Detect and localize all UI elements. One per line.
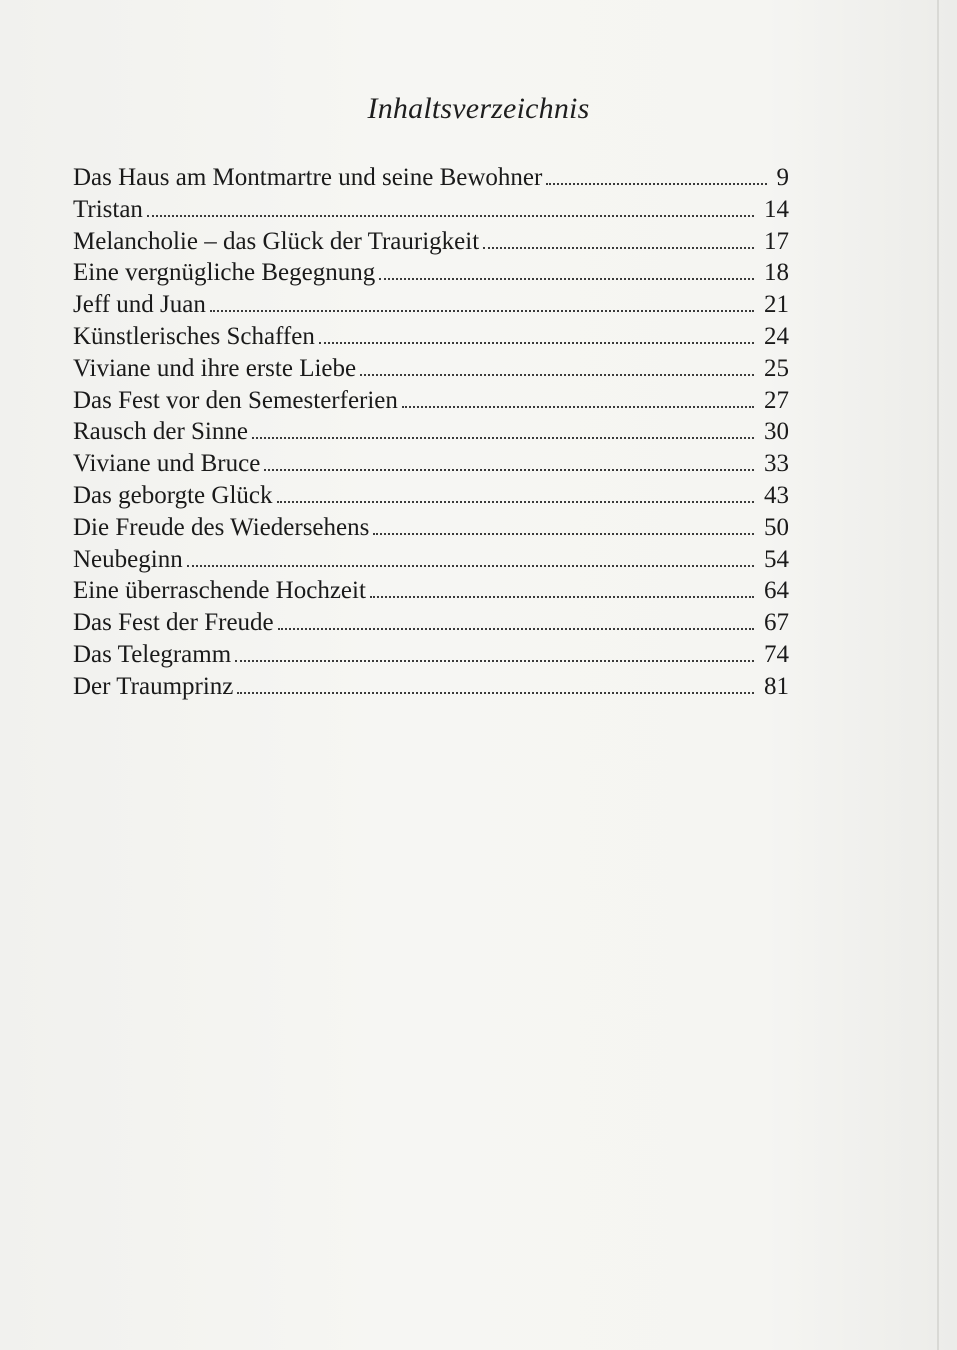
- toc-entry-title: Künstlerisches Schaffen: [73, 322, 315, 350]
- toc-entry-page: 43: [764, 481, 789, 509]
- dot-leader: [546, 183, 766, 185]
- toc-entry-page: 64: [764, 577, 789, 605]
- toc-entry: [73, 544, 789, 576]
- toc-entry-title: Eine überraschende Hochzeit: [73, 577, 366, 605]
- dot-leader: [210, 310, 754, 312]
- toc-entry: [73, 321, 789, 353]
- toc-entry-page: 30: [764, 418, 789, 446]
- toc-entry: [73, 353, 789, 385]
- page-edge: [937, 0, 939, 1350]
- toc-entry-title: Die Freude des Wiedersehens: [73, 513, 370, 541]
- toc-entry: [73, 416, 789, 448]
- toc-entry: [73, 194, 789, 226]
- toc-entry-title: Neubeginn: [73, 545, 183, 573]
- toc-entry: [73, 512, 789, 544]
- toc-entry-title: Das Fest vor den Semesterferien: [73, 386, 398, 414]
- toc-entry-page: 21: [764, 291, 789, 319]
- dot-leader: [373, 533, 754, 535]
- dot-leader: [147, 215, 754, 217]
- toc-entry-page: 27: [764, 386, 789, 414]
- toc-entry-title: Rausch der Sinne: [73, 418, 248, 446]
- toc-entry-title: Jeff und Juan: [73, 291, 206, 319]
- toc-entry: [73, 448, 789, 480]
- dot-leader: [483, 247, 754, 249]
- dot-leader: [237, 692, 754, 694]
- table-of-contents: [73, 162, 789, 703]
- toc-entry: [73, 226, 789, 258]
- toc-entry-page: 74: [764, 640, 789, 668]
- toc-entry-page: 18: [764, 259, 789, 287]
- toc-entry: [73, 575, 789, 607]
- toc-entry-title: Der Traumprinz: [73, 672, 234, 700]
- toc-entry-title: Eine vergnügliche Begegnung: [73, 259, 376, 287]
- toc-entry-title: Viviane und Bruce: [73, 450, 261, 478]
- toc-entry-page: 9: [776, 164, 789, 191]
- toc-entry-page: 67: [764, 609, 789, 637]
- toc-entry-title: Melancholie – das Glück der Traurigkeit: [73, 227, 480, 255]
- toc-entry: [73, 385, 789, 417]
- toc-entry-title: Tristan: [73, 195, 143, 223]
- toc-entry-page: 33: [764, 450, 789, 478]
- toc-entry-page: 50: [764, 513, 789, 541]
- toc-entry-page: 17: [764, 227, 789, 255]
- toc-entry-title: Das Telegramm: [73, 640, 232, 668]
- toc-entry-page: 25: [764, 354, 789, 382]
- dot-leader: [360, 374, 754, 376]
- dot-leader: [187, 565, 754, 567]
- toc-entry: [73, 639, 789, 671]
- dot-leader: [402, 406, 754, 408]
- toc-entry: [73, 162, 789, 194]
- dot-leader: [235, 660, 754, 662]
- dot-leader: [277, 501, 755, 503]
- toc-entry-title: Das Fest der Freude: [73, 609, 274, 637]
- toc-entry-page: 24: [764, 322, 789, 350]
- dot-leader: [278, 628, 754, 630]
- toc-entry-page: 81: [764, 672, 789, 700]
- toc-entry: [73, 480, 789, 512]
- toc-entry: [73, 257, 789, 289]
- toc-entry: [73, 607, 789, 639]
- toc-entry: [73, 289, 789, 321]
- dot-leader: [264, 469, 754, 471]
- dot-leader: [379, 278, 754, 280]
- toc-entry-page: 14: [764, 195, 789, 223]
- toc-entry-title: Das Haus am Montmartre und seine Bewohner: [73, 164, 543, 191]
- dot-leader: [252, 437, 754, 439]
- toc-entry-title: Das geborgte Glück: [73, 481, 273, 509]
- toc-entry-title: Viviane und ihre erste Liebe: [73, 354, 357, 382]
- page-title: Inhaltsverzeichnis: [367, 92, 590, 125]
- dot-leader: [319, 342, 754, 344]
- dot-leader: [370, 596, 754, 598]
- toc-entry: [73, 671, 789, 703]
- toc-entry-page: 54: [764, 545, 789, 573]
